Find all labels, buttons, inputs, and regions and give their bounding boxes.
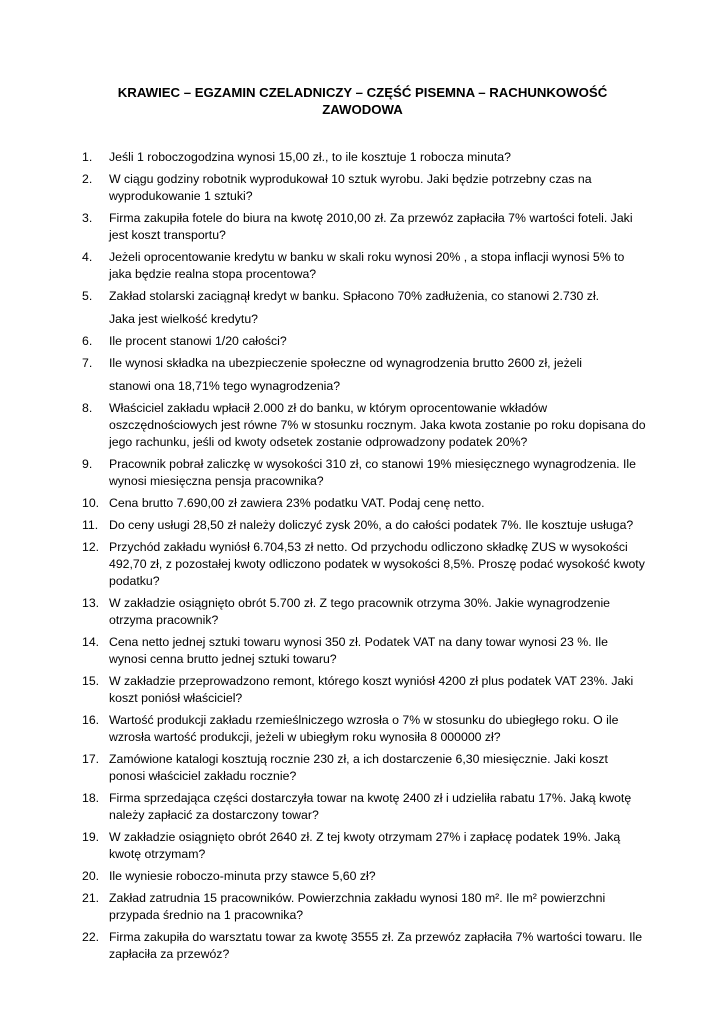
question-text: Właściciel zakładu wpłacił 2.000 zł do banku, w którym oprocentowanie wkładów oszczędnościowych jest równe 7% w stosunku rocznym. Jaka kwota zostanie po roku dopisana do jego rachunku, jeśli od kwoty odsetek zostanie odprowadzony podatek 20%?	[109, 401, 646, 449]
question-number: 10.	[82, 496, 100, 510]
question-text: Firma zakupiła fotele do biura na kwotę 2010,00 zł. Za przewóz zapłaciła 7% wartości foteli. Jaki jest koszt transportu?	[109, 211, 633, 242]
question-number: 14.	[82, 635, 100, 649]
question-number: 2.	[82, 172, 93, 186]
question-text: W zakładzie przeprowadzono remont, którego koszt wyniósł 4200 zł plus podatek VAT 23%. Jaki koszt poniósł właściciel?	[109, 674, 634, 705]
question-item	[82, 171, 647, 205]
question-number: 18.	[82, 791, 100, 805]
question-text: Ile procent stanowi 1/20 całości?	[109, 334, 287, 348]
question-text: Do ceny usługi 28,50 zł należy doliczyć zysk 20%, a do całości podatek 7%. Ile kosztuje usługa?	[109, 518, 634, 532]
question-item	[82, 456, 647, 490]
question-item	[82, 149, 647, 166]
question-text: W ciągu godziny robotnik wyprodukował 10 sztuk wyrobu. Jaki będzie potrzebny czas na wyprodukowanie 1 sztuki?	[109, 172, 592, 203]
question-text: W zakładzie osiągnięto obrót 5.700 zł. Z tego pracownik otrzyma 30%. Jakie wynagrodzenie otrzyma pracownik?	[109, 596, 611, 627]
question-body	[109, 355, 647, 395]
question-number: 4.	[82, 250, 93, 264]
question-item	[82, 868, 647, 885]
question-text: Zakład stolarski zaciągnął kredyt w banku. Spłacono 70% zadłużenia, co stanowi 2.730 zł.	[109, 289, 600, 303]
question-number: 17.	[82, 752, 100, 766]
question-item	[82, 673, 647, 707]
question-item	[82, 790, 647, 824]
question-number: 16.	[82, 713, 100, 727]
question-item	[82, 288, 647, 328]
question-item	[82, 539, 647, 590]
question-item	[82, 829, 647, 863]
question-text: Przychód zakładu wyniósł 6.704,53 zł netto. Od przychodu odliczono składkę ZUS w wysokości 492,70 zł, z pozostałej kwoty odliczono podatek w wysokości 8,5%. Proszę podać wysokość kwoty podatku?	[109, 540, 645, 588]
question-number: 6.	[82, 334, 93, 348]
question-number: 1.	[82, 150, 93, 164]
question-continuation: stanowi ona 18,71% tego wynagrodzenia?	[109, 379, 341, 393]
question-item	[82, 495, 647, 512]
question-text: Zakład zatrudnia 15 pracowników. Powierzchnia zakładu wynosi 180 m². Ile m² powierzchni przypada średnio na 1 pracownika?	[109, 891, 606, 922]
question-number: 15.	[82, 674, 100, 688]
question-number: 13.	[82, 596, 100, 610]
question-text: Firma zakupiła do warsztatu towar za kwotę 3555 zł. Za przewóz zapłaciła 7% wartości towaru. Ile zapłaciła za przewóz?	[109, 930, 643, 961]
question-number: 22.	[82, 930, 100, 944]
question-text: W zakładzie osiągnięto obrót 2640 zł. Z tej kwoty otrzymam 27% i zapłacę podatek 19%. Jaką kwotę otrzymam?	[109, 830, 621, 861]
question-item	[82, 595, 647, 629]
question-number: 12.	[82, 540, 100, 554]
question-number: 21.	[82, 891, 100, 905]
question-item	[82, 355, 647, 395]
question-text: Wartość produkcji zakładu rzemieślniczego wzrosła o 7% w stosunku do ubiegłego roku. O ile wzrosła wartość produkcji, jeżeli w ubiegłym roku wynosiła 8 000000 zł?	[109, 713, 619, 744]
question-item	[82, 249, 647, 283]
question-text: Ile wyniesie roboczo-minuta przy stawce 5,60 zł?	[109, 869, 376, 883]
question-body	[109, 288, 647, 328]
question-number: 8.	[82, 401, 93, 415]
question-text: Zamówione katalogi kosztują rocznie 230 zł, a ich dostarczenie 6,30 miesięcznie. Jaki koszt ponosi właściciel zakładu rocznie?	[109, 752, 608, 783]
question-number: 3.	[82, 211, 93, 225]
question-continuation: Jaka jest wielkość kredytu?	[109, 312, 258, 326]
question-text: Jeżeli oprocentowanie kredytu w banku w skali roku wynosi 20% , a stopa inflacji wynosi 5% to jaka będzie realna stopa procentowa?	[109, 250, 625, 281]
question-number: 9.	[82, 457, 93, 471]
question-item	[82, 751, 647, 785]
question-text: Ile wynosi składka na ubezpieczenie społeczne od wynagrodzenia brutto 2600 zł, jeżeli	[109, 356, 583, 370]
question-item	[82, 517, 647, 534]
question-number: 20.	[82, 869, 100, 883]
question-text: Jeśli 1 roboczogodzina wynosi 15,00 zł., to ile kosztuje 1 robocza minuta?	[109, 150, 511, 164]
question-text: Cena brutto 7.690,00 zł zawiera 23% podatku VAT. Podaj cenę netto.	[109, 496, 485, 510]
document-title: KRAWIEC – EGZAMIN CZELADNICZY – CZĘŚĆ PISEMNA – RACHUNKOWOŚĆ ZAWODOWA	[117, 85, 608, 117]
question-item	[82, 712, 647, 746]
question-item	[82, 890, 647, 924]
question-list	[82, 149, 647, 968]
question-number: 11.	[82, 518, 99, 532]
question-item	[82, 210, 647, 244]
question-item	[82, 400, 647, 451]
question-number: 7.	[82, 356, 93, 370]
question-number: 19.	[82, 830, 100, 844]
question-item	[82, 929, 647, 963]
question-text: Cena netto jednej sztuki towaru wynosi 350 zł. Podatek VAT na dany towar wynosi 23 %. Ile wynosi cenna brutto jednej sztuki towaru?	[109, 635, 608, 666]
question-item	[82, 333, 647, 350]
question-item	[82, 634, 647, 668]
question-text: Pracownik pobrał zaliczkę w wysokości 310 zł, co stanowi 19% miesięcznego wynagrodzenia. Ile wynosi miesięczna pensja pracownika?	[109, 457, 636, 488]
question-number: 5.	[82, 289, 93, 303]
question-text: Firma sprzedająca części dostarczyła towar na kwotę 2400 zł i udzieliła rabatu 17%. Jaką kwotę należy zapłacić za dostarczony towar?	[109, 791, 632, 822]
